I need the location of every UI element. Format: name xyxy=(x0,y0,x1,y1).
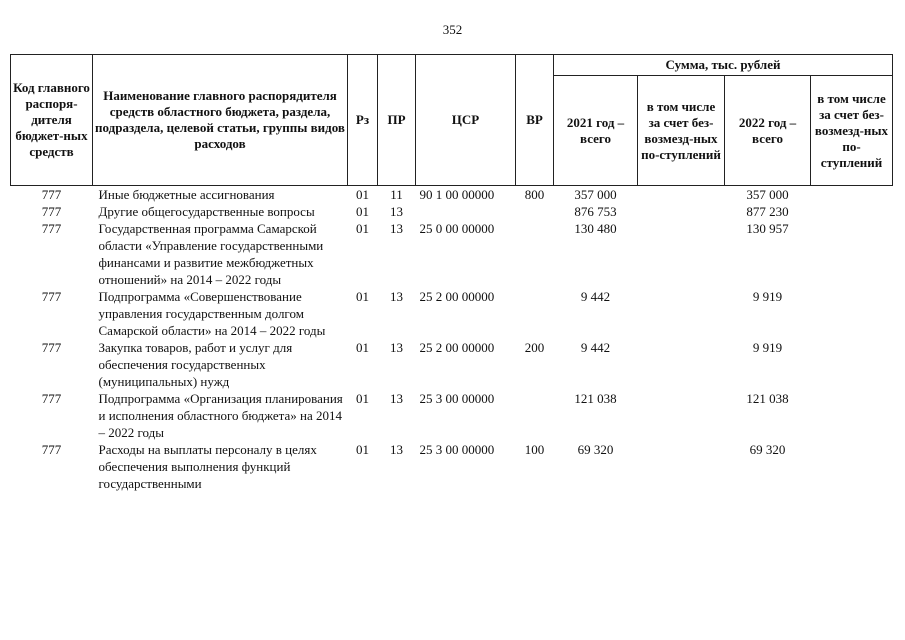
header-vr: ВР xyxy=(516,55,554,186)
cell-y2022-free xyxy=(811,339,893,390)
cell-y2022: 877 230 xyxy=(746,204,789,219)
header-code: Код главного распоря-дителя бюджет-ных средств xyxy=(11,55,93,186)
cell-y2022-free xyxy=(811,288,893,339)
cell-rz: 01 xyxy=(356,187,369,202)
cell-pr: 13 xyxy=(390,289,403,304)
cell-csr: 25 2 00 00000 xyxy=(419,289,495,304)
table-row xyxy=(11,339,893,390)
cell-pr: 13 xyxy=(390,204,403,219)
cell-pr: 11 xyxy=(390,187,403,202)
cell-rz: 01 xyxy=(356,340,369,355)
cell-vr xyxy=(516,220,554,288)
cell-name: Подпрограмма «Организация планирования и исполнения областного бюджета» на 2014 – 2022 годы xyxy=(98,391,343,440)
page-number: 352 xyxy=(442,22,463,37)
cell-name: Расходы на выплаты персоналу в целях обеспечения выполнения функций государственными xyxy=(98,442,317,491)
cell-code: 777 xyxy=(41,391,62,406)
cell-y2021: 121 038 xyxy=(574,391,617,406)
table-row xyxy=(11,390,893,441)
cell-y2022-free xyxy=(811,390,893,441)
cell-y2021-free xyxy=(638,441,725,492)
cell-y2021-free xyxy=(638,186,725,204)
cell-rz: 01 xyxy=(356,221,369,236)
table-row xyxy=(11,220,893,288)
cell-y2021: 357 000 xyxy=(574,187,617,202)
header-2021-total: 2021 год – всего xyxy=(554,76,638,186)
cell-y2021-free xyxy=(638,339,725,390)
cell-name: Государственная программа Самарской области «Управление государственными финансами и развитие межбюджетных отношений» на 2014 – 2022 годы xyxy=(98,221,324,287)
cell-csr: 25 0 00 00000 xyxy=(419,221,495,236)
table-row xyxy=(11,203,893,220)
cell-vr xyxy=(516,203,554,220)
table-row xyxy=(11,288,893,339)
budget-table xyxy=(10,54,893,492)
header-2022-total: 2022 год – всего xyxy=(725,76,811,186)
cell-rz: 01 xyxy=(356,442,369,457)
cell-code: 777 xyxy=(41,340,62,355)
cell-y2022-free xyxy=(811,203,893,220)
cell-rz: 01 xyxy=(356,391,369,406)
cell-y2022: 9 919 xyxy=(752,340,783,355)
cell-vr xyxy=(516,288,554,339)
cell-csr: 90 1 00 00000 xyxy=(419,187,495,202)
cell-name: Закупка товаров, работ и услуг для обеспечения государственных (муниципальных) нужд xyxy=(98,340,293,389)
cell-rz: 01 xyxy=(356,289,369,304)
cell-code: 777 xyxy=(41,187,62,202)
cell-name: Подпрограмма «Совершенствование управления государственным долгом Самарской области» на 2014 – 2022 годы xyxy=(98,289,326,338)
cell-name: Другие общегосударственные вопросы xyxy=(98,204,315,219)
cell-code: 777 xyxy=(41,289,62,304)
cell-y2021-free xyxy=(638,390,725,441)
cell-vr xyxy=(516,390,554,441)
header-2021-free: в том числе за счет без-возмезд-ных по-ступлений xyxy=(638,76,725,186)
header-name: Наименование главного распорядителя средств областного бюджета, раздела, подраздела, целевой статьи, группы видов расходов xyxy=(93,55,348,186)
cell-y2022-free xyxy=(811,441,893,492)
cell-csr: 25 2 00 00000 xyxy=(419,340,495,355)
cell-csr: 25 3 00 00000 xyxy=(419,391,495,406)
table-header xyxy=(11,55,893,186)
cell-vr: 100 xyxy=(524,442,545,457)
cell-y2022: 357 000 xyxy=(746,187,789,202)
cell-y2022: 69 320 xyxy=(749,442,786,457)
header-pr: ПР xyxy=(378,55,416,186)
cell-y2021: 69 320 xyxy=(577,442,614,457)
cell-pr: 13 xyxy=(390,442,403,457)
table-row xyxy=(11,186,893,204)
cell-y2022: 121 038 xyxy=(746,391,789,406)
cell-y2021: 876 753 xyxy=(574,204,617,219)
cell-y2021-free xyxy=(638,203,725,220)
table-row xyxy=(11,441,893,492)
cell-y2021: 9 442 xyxy=(580,289,611,304)
cell-vr: 200 xyxy=(524,340,545,355)
cell-name: Иные бюджетные ассигнования xyxy=(98,187,275,202)
cell-code: 777 xyxy=(41,442,62,457)
cell-y2022: 9 919 xyxy=(752,289,783,304)
cell-y2022-free xyxy=(811,220,893,288)
cell-y2022: 130 957 xyxy=(746,221,789,236)
cell-y2021: 130 480 xyxy=(574,221,617,236)
cell-pr: 13 xyxy=(390,391,403,406)
cell-vr: 800 xyxy=(524,187,545,202)
cell-pr: 13 xyxy=(390,340,403,355)
cell-y2021-free xyxy=(638,220,725,288)
cell-y2022-free xyxy=(811,186,893,204)
header-sum: Сумма, тыс. рублей xyxy=(554,55,893,76)
cell-y2021: 9 442 xyxy=(580,340,611,355)
cell-code: 777 xyxy=(41,204,62,219)
header-2022-free: в том числе за счет без-возмезд-ных по-ступлений xyxy=(811,76,893,186)
table-body xyxy=(11,186,893,493)
cell-csr: 25 3 00 00000 xyxy=(419,442,495,457)
cell-rz: 01 xyxy=(356,204,369,219)
cell-csr xyxy=(416,203,516,220)
cell-code: 777 xyxy=(41,221,62,236)
cell-pr: 13 xyxy=(390,221,403,236)
header-csr: ЦСР xyxy=(416,55,516,186)
header-rz: Рз xyxy=(348,55,378,186)
cell-y2021-free xyxy=(638,288,725,339)
